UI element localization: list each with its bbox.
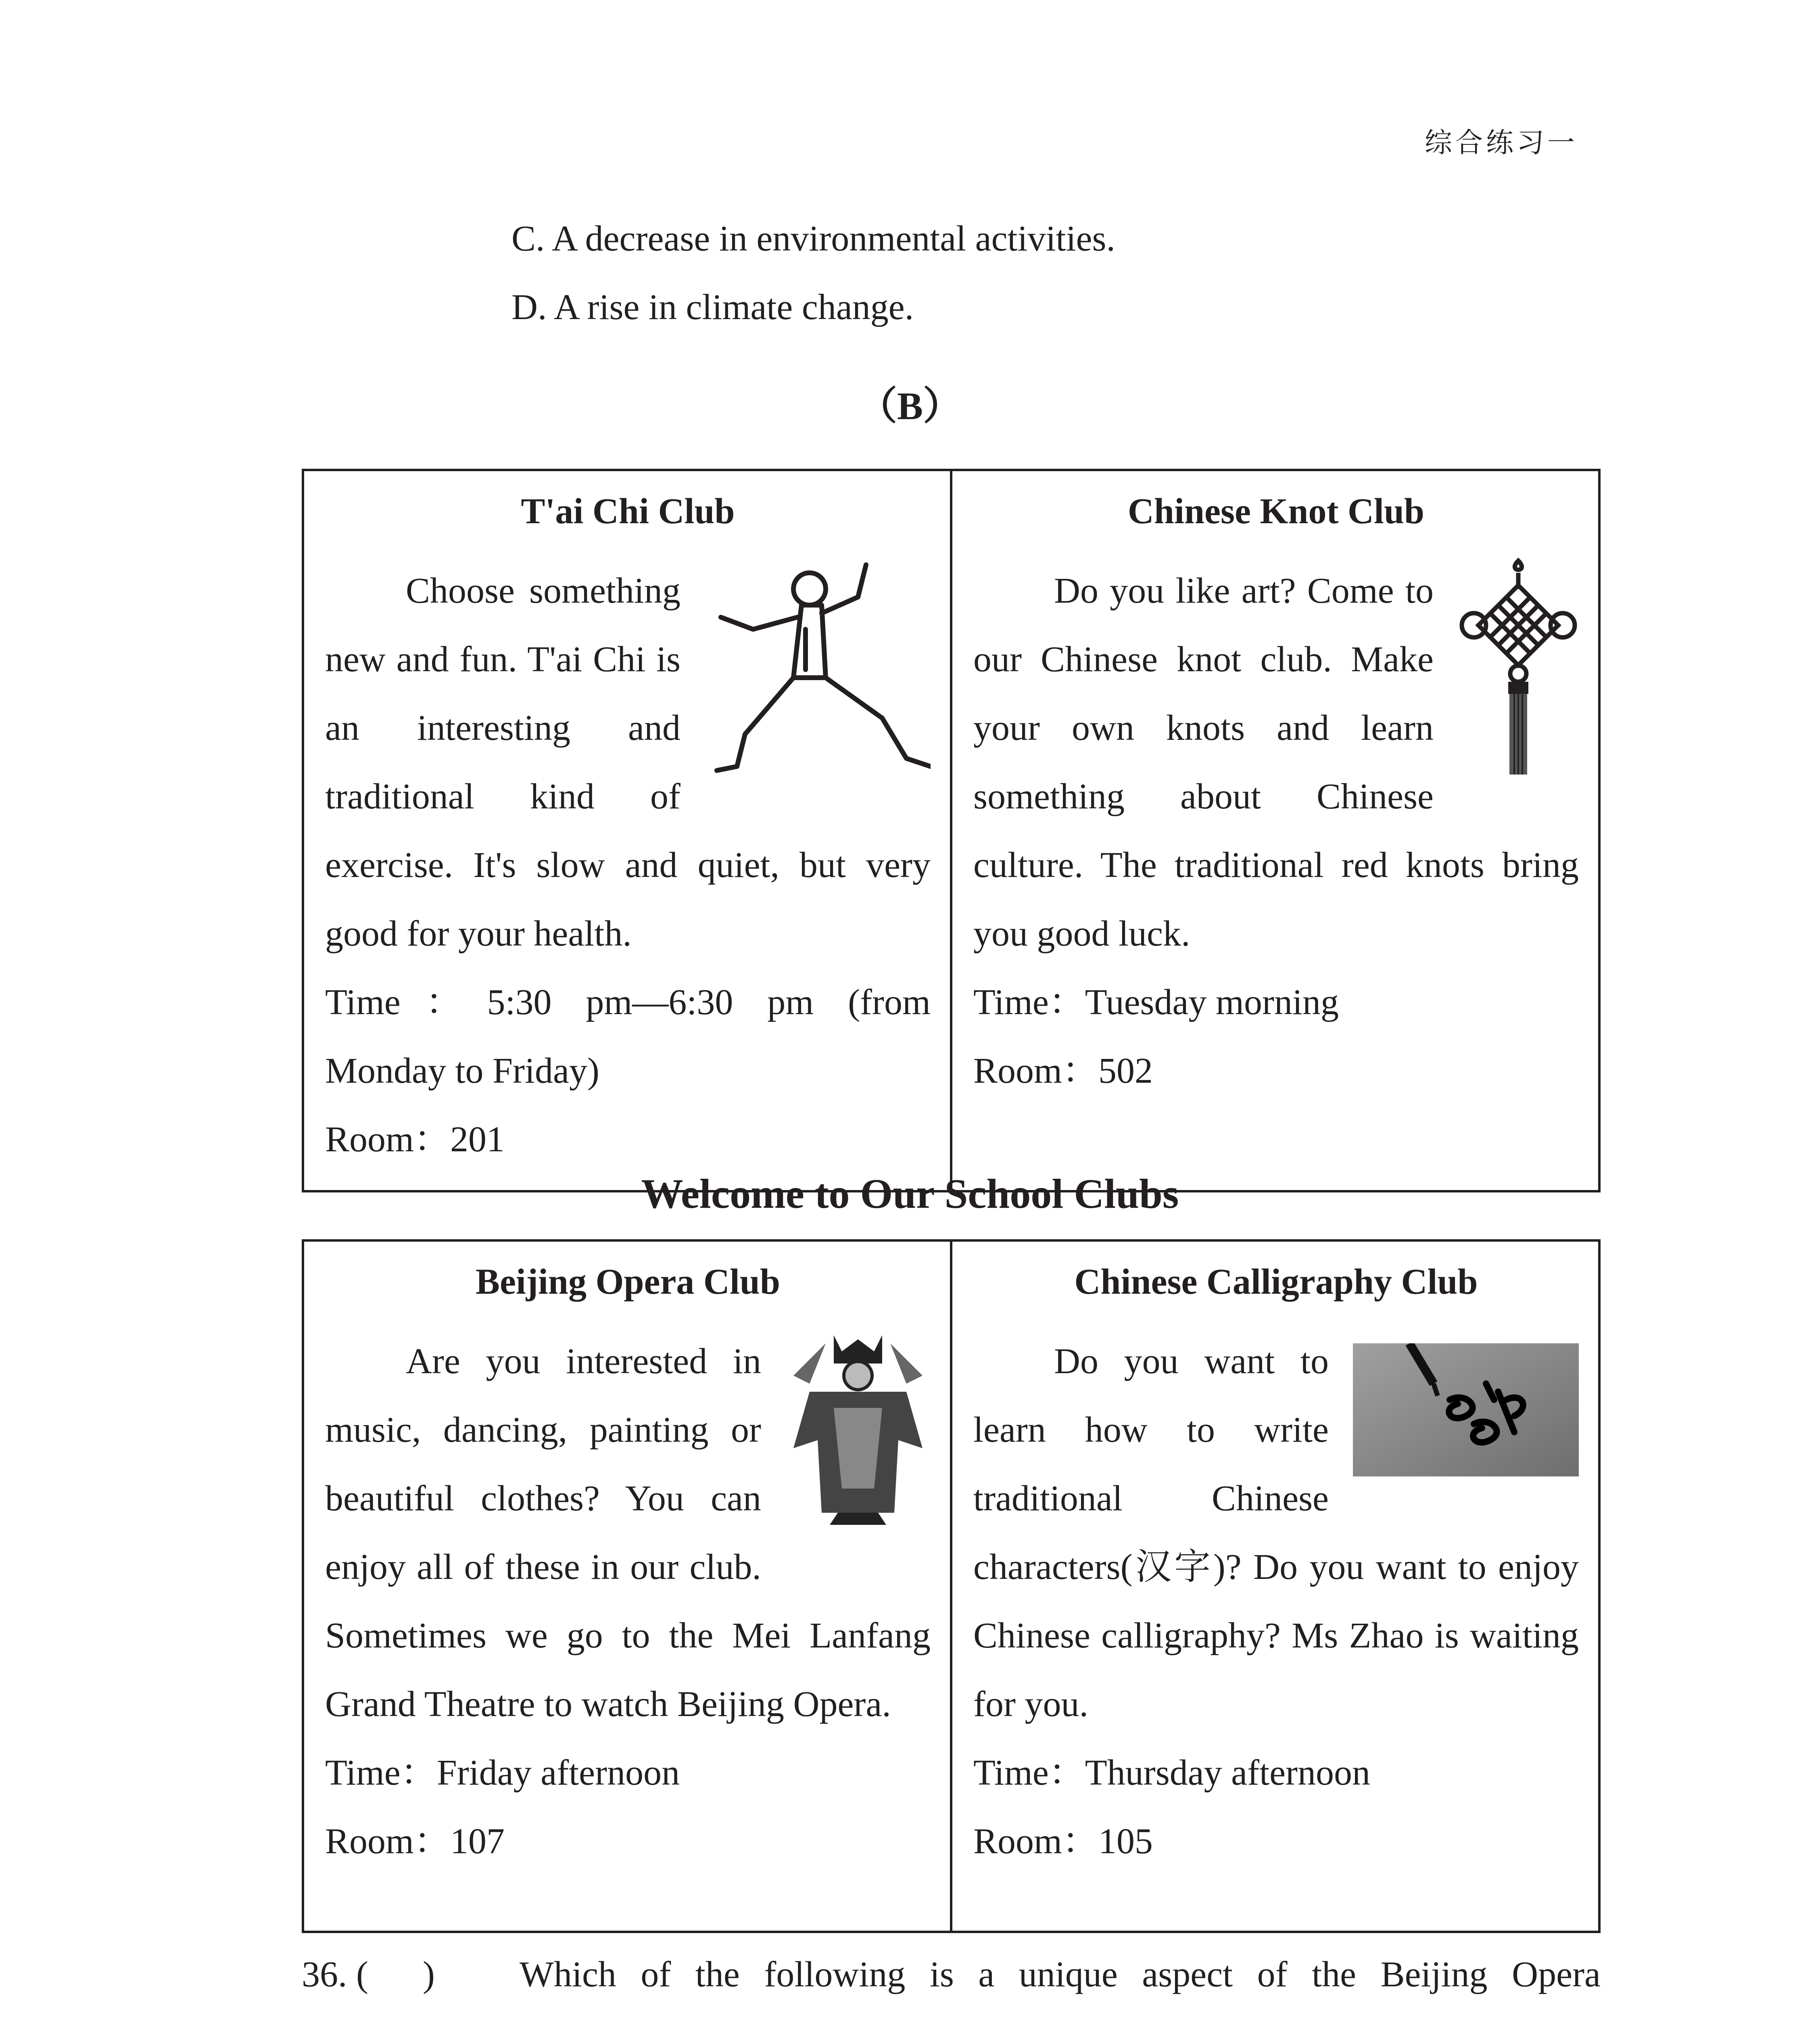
club-card-beijing-opera — [303, 1240, 951, 1932]
club-time: Time：Thursday afternoon — [973, 1753, 1371, 1793]
club-title: Chinese Calligraphy Club — [1074, 1262, 1478, 1302]
question-36 — [302, 1940, 1601, 2017]
club-time: Time：5:30 pm—6:30 pm (from Monday to Friday) — [325, 982, 931, 1091]
calligraphy-brush-icon — [1353, 1343, 1579, 1476]
header-title: 综合练习一 — [1424, 127, 1578, 158]
club-description: Do you want to learn how to write traditional Chinese characters(汉字)? Do you want to enjoy Chinese calligraphy? Ms Zhao is waiting for you. — [973, 1341, 1579, 1724]
clubs-table-top — [302, 469, 1601, 1192]
club-title: T'ai Chi Club — [521, 491, 735, 531]
tai-chi-figure-icon — [705, 557, 931, 807]
section-label: （B） — [858, 384, 962, 428]
club-description: Choose something new and fun. T'ai Chi is an interesting and traditional kind of exercise. It's slow and quiet, but very good for your health. — [325, 571, 931, 954]
club-room: Room：107 — [325, 1821, 505, 1861]
club-card-chinese-knot — [951, 470, 1599, 1191]
club-room: Room：105 — [973, 1821, 1153, 1861]
previous-option-c: C. A decrease in environmental activities. — [511, 219, 1116, 259]
club-room: Room：502 — [973, 1051, 1153, 1091]
chinese-knot-icon — [1458, 557, 1579, 783]
previous-option-d: D. A rise in climate change. — [511, 287, 914, 327]
clubs-table-bottom — [302, 1239, 1601, 1933]
question-stem: Which of the following is a unique aspect of the Beijing Opera — [520, 1954, 1601, 1994]
question-stem-continuation — [302, 2009, 1601, 2017]
club-card-taichi — [303, 470, 951, 1191]
club-description: Do you like art? Come to our Chinese knot club. Make your own knots and learn something about Chinese culture. The traditional red knots bring you good luck. — [973, 571, 1579, 954]
question-number: 36. ( ) — [302, 1954, 435, 1994]
club-room: Room：201 — [325, 1119, 505, 1159]
beijing-opera-performer-icon — [785, 1327, 931, 1529]
welcome-title: Welcome to Our School Clubs — [641, 1171, 1179, 1217]
club-time: Time：Tuesday morning — [973, 982, 1339, 1022]
club-card-calligraphy — [951, 1240, 1599, 1932]
club-title: Beijing Opera Club — [475, 1262, 781, 1302]
club-time: Time：Friday afternoon — [325, 1753, 680, 1793]
club-description: Are you interested in music, dancing, painting or beautiful clothes? You can enjoy all of these in our club. Sometimes we go to the Mei Lanfang Grand Theatre to watch Beijing Opera. — [325, 1341, 931, 1724]
club-title: Chinese Knot Club — [1127, 491, 1425, 531]
